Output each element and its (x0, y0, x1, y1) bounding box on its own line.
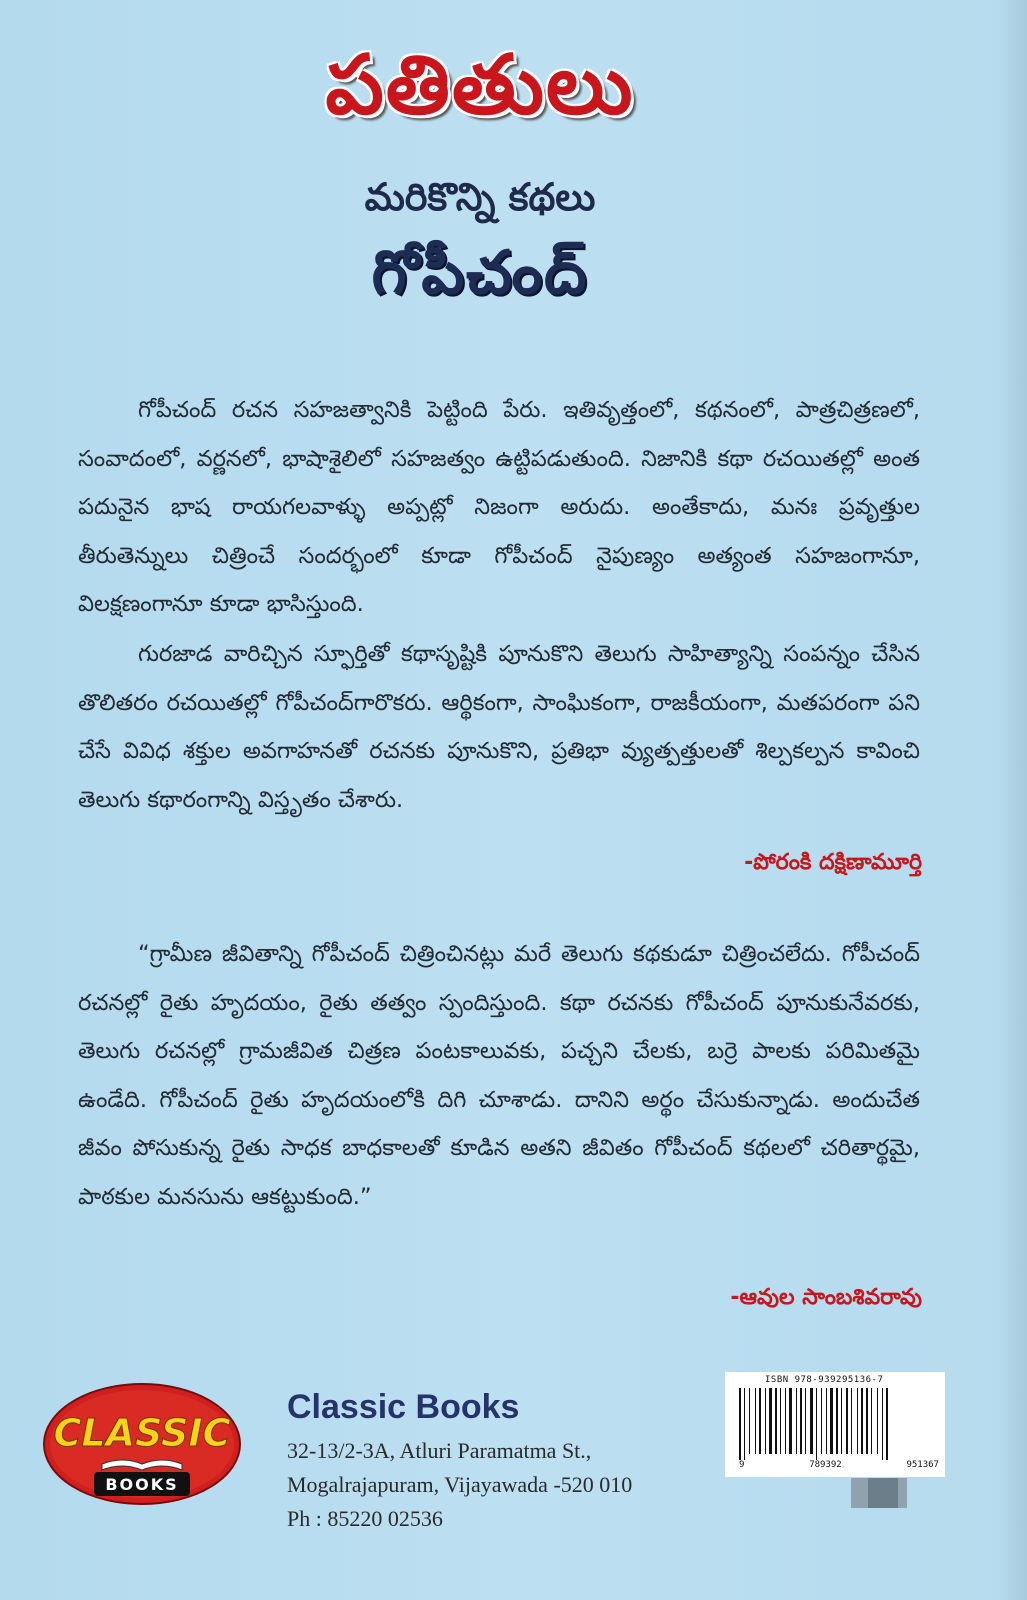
barcode-bar (861, 1388, 863, 1454)
barcode-bar (871, 1388, 872, 1454)
book-title: పతితులు (325, 38, 635, 133)
barcode-digit-lead: 9 (739, 1460, 745, 1470)
blurb-paragraph-2: గురజాడ వారిచ్చిన స్ఫూర్తితో కథాసృష్టికి పూనుకొని తెలుగు సాహిత్యాన్ని సంపన్నం చేసిన తొలితరం రచయితల్లో గోపీచంద్‌గారొకరు. ఆర్థికంగా, సాంఘికంగా, రాజకీయంగా, మతపరంగా పని చేసే వివిధ శక్తుల అవగాహనతో రచనకు పూనుకొని, ప్రతిభా వ్యుత్పత్తులతో శిల్పకల్పన కావించి తెలుగు కథారంగాన్ని విస్తృతం చేశారు. (78, 641, 920, 813)
logo-books-text: BOOKS (105, 1475, 179, 1494)
barcode-bar (789, 1388, 792, 1454)
publisher-logo (42, 1382, 242, 1512)
blurb-paragraph-1: గోపీచంద్ రచన సహజత్వానికి పెట్టింది పేరు. ఇతివృత్తంలో, కథనంలో, పాత్రచిత్రణలో, సంవాదంలో, వర్ణనలో, భాషాశైలిలో సహజత్వం ఉట్టిపడుతుంది. నిజానికి కథా రచయితల్లో అంత పదునైన భాష రాయగలవాళ్ళు అప్పట్లో నిజంగా అరుదు. అంతేకాదు, మనః ప్రవృత్తుల తీరుతెన్నులు చిత్రించే సందర్భంలో కూడా గోపీచంద్ నైపుణ్యం అత్యంత సహజంగానూ, విలక్షణంగానూ కూడా భాసిస్తుంది. (78, 397, 920, 617)
book-author: గోపీచంద్ (371, 238, 589, 308)
barcode-bar (882, 1388, 883, 1460)
barcode-bar (851, 1388, 852, 1454)
barcode-bar (826, 1388, 827, 1454)
barcode-bar (846, 1388, 848, 1454)
barcode-bar (866, 1388, 868, 1454)
spine-shadow (999, 0, 1027, 1600)
barcode-bar (796, 1388, 797, 1454)
barcode-bar (857, 1388, 858, 1454)
price-sticker-shade (868, 1478, 898, 1508)
publisher-address-line-1: 32-13/2-3A, Atluri Paramatma St., (287, 1438, 592, 1463)
quote-signature-2: -ఆవుల సాంబశివరావు (730, 1285, 922, 1310)
quote-signature-1: -పోరంకి దక్షిణామూర్తి (744, 850, 922, 875)
barcode-bar (805, 1388, 806, 1454)
book-subtitle: మరికొన్ని కథలు (364, 175, 596, 219)
barcode-bar (775, 1388, 777, 1454)
barcode-bar (744, 1388, 745, 1460)
barcode-bars (737, 1388, 937, 1460)
barcode-bar (759, 1388, 761, 1454)
barcode-bar (816, 1388, 817, 1460)
logo-classic-text: CLASSIC (53, 1411, 231, 1455)
barcode-bar (739, 1388, 741, 1460)
barcode-bar (810, 1388, 813, 1454)
barcode-digit-group-2: 951367 (906, 1460, 939, 1470)
barcode-bar (780, 1388, 781, 1454)
barcode-bar (755, 1388, 756, 1454)
barcode (725, 1372, 945, 1477)
barcode-bar (836, 1388, 838, 1454)
barcode-bar (800, 1388, 802, 1454)
isbn-label: ISBN 978-939295136-7 (765, 1375, 884, 1385)
blurb-paragraph-3: “గ్రామీణ జీవితాన్ని గోపీచంద్ చిత్రించినట్లు మరే తెలుగు కథకుడూ చిత్రించలేదు. గోపీచంద్ రచనల్లో రైతు హృదయం, రైతు తత్వం స్పందిస్తుంది. కథా రచనకు గోపీచంద్ పూనుకునేవరకు, తెలుగు రచనల్లో గ్రామజీవిత చిత్రణ పంటకాలువకు, పచ్చని చేలకు, బర్రె పాలకు పరిమితమై ఉండేది. గోపీచంద్ రైతు హృదయంలోకి దిగి చూశాడు. దానిని అర్థం చేసుకున్నాడు. అందుచేత జీవం పోసుకున్న రైతు సాధక బాధకాలతో కూడిన అతని జీవితం గోపీచంద్ కథలలో చరితార్థమై, పాఠకుల మనసును ఆకట్టుకుంది.” (78, 941, 920, 1210)
barcode-digits (739, 1460, 939, 1470)
barcode-bar (749, 1388, 750, 1454)
barcode-digit-group-1: 789392 (809, 1460, 842, 1470)
publisher-phone: Ph : 85220 02536 (287, 1506, 443, 1531)
barcode-bar (841, 1388, 842, 1454)
barcode-bar (821, 1388, 822, 1454)
barcode-bar (769, 1388, 772, 1454)
publisher-address-line-2: Mogalrajapuram, Vijayawada -520 010 (287, 1472, 633, 1497)
barcode-bar (877, 1388, 878, 1454)
barcode-bar (830, 1388, 833, 1454)
publisher-name: Classic Books (287, 1388, 520, 1426)
barcode-bar (886, 1388, 888, 1460)
barcode-bar (785, 1388, 786, 1454)
barcode-bar (765, 1388, 766, 1454)
